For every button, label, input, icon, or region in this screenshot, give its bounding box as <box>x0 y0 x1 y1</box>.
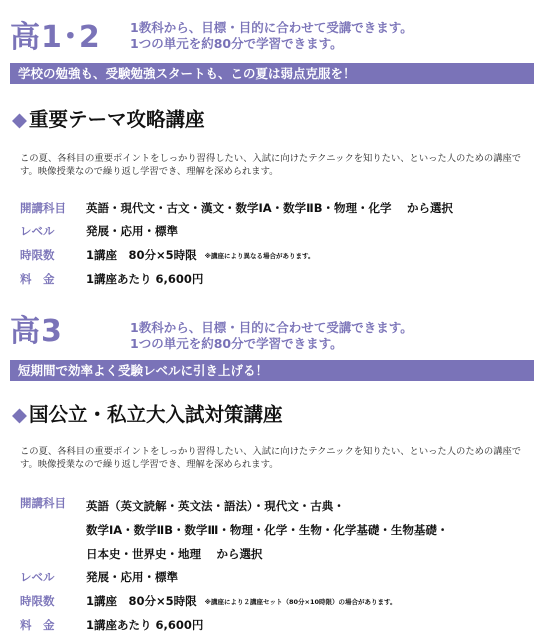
course-description-2: この夏、各科目の重要ポイントをしっかり習得したい、入試に向けたテクニックを知りたい、といった人のための講座です。映像授業なので繰り返し学習でき、理解を深められます。 <box>20 446 522 470</box>
row-label: 料 金 <box>20 618 55 632</box>
row-value: 1講座 80分×5時限 <box>86 248 197 262</box>
grade-title-1: 高1･2 <box>10 20 101 55</box>
tagline-band-1: 学校の勉強も、受験勉強スタートも、この夏は弱点克服を！ <box>10 63 534 84</box>
diamond-icon: ◆ <box>12 403 27 426</box>
blurb-2 <box>130 320 413 352</box>
row-value: 発展・応用・標準 <box>86 570 178 584</box>
course-heading-1 <box>12 108 205 132</box>
row-label: 時限数 <box>20 248 55 262</box>
course-title-2: 国公立・私立大入試対策講座 <box>29 403 283 426</box>
row-label: 開講科目 <box>20 496 66 510</box>
row-note: ※講座により異なる場合があります。 <box>204 251 315 260</box>
course-heading-2 <box>12 403 283 427</box>
row-value: 1講座あたり 6,600円 <box>86 618 204 632</box>
blurb-line-1: 1教科から、目標・目的に合わせて受講できます。 <box>130 320 413 335</box>
grade-title-2: 高3 <box>10 314 63 349</box>
row-label: 開講科目 <box>20 201 66 215</box>
row-value: 発展・応用・標準 <box>86 224 178 238</box>
row-label: 時限数 <box>20 594 55 608</box>
subjects-lines <box>86 494 448 566</box>
subjects-line: 数学ⅠA・数学ⅡB・数学Ⅲ・物理・化学・生物・化学基礎・生物基礎・ <box>86 523 449 537</box>
row-label: レベル <box>20 570 55 584</box>
course-description-1: この夏、各科目の重要ポイントをしっかり習得したい、入試に向けたテクニックを知りたい、といった人のための講座です。映像授業なので繰り返し学習でき、理解を深められます。 <box>20 153 522 177</box>
tagline-band-2: 短期間で効率よく受験レベルに引き上げる！ <box>10 360 534 381</box>
blurb-1 <box>130 20 413 52</box>
blurb-line-2: 1つの単元を約80分で学習できます。 <box>130 336 343 351</box>
diamond-icon: ◆ <box>12 108 27 131</box>
subjects-line: 日本史・世界史・地理 から選択 <box>86 547 263 561</box>
row-value: 1講座 80分×5時限 <box>86 594 197 608</box>
blurb-line-2: 1つの単元を約80分で学習できます。 <box>130 36 343 51</box>
row-value-wrap <box>86 246 314 265</box>
blurb-line-1: 1教科から、目標・目的に合わせて受講できます。 <box>130 20 413 35</box>
row-value: 1講座あたり 6,600円 <box>86 272 204 286</box>
row-note: ※講座により２講座セット（80分×10時限）の場合があります。 <box>204 597 397 606</box>
course-title-1: 重要テーマ攻略講座 <box>29 108 205 131</box>
row-value-wrap <box>86 592 397 611</box>
row-label: 料 金 <box>20 272 55 286</box>
row-value: 英語・現代文・古文・漢文・数学ⅠA・数学ⅡB・物理・化学 から選択 <box>86 201 454 215</box>
row-label: レベル <box>20 224 55 238</box>
subjects-line: 英語（英文読解・英文法・語法）・現代文・古典・ <box>86 499 345 513</box>
